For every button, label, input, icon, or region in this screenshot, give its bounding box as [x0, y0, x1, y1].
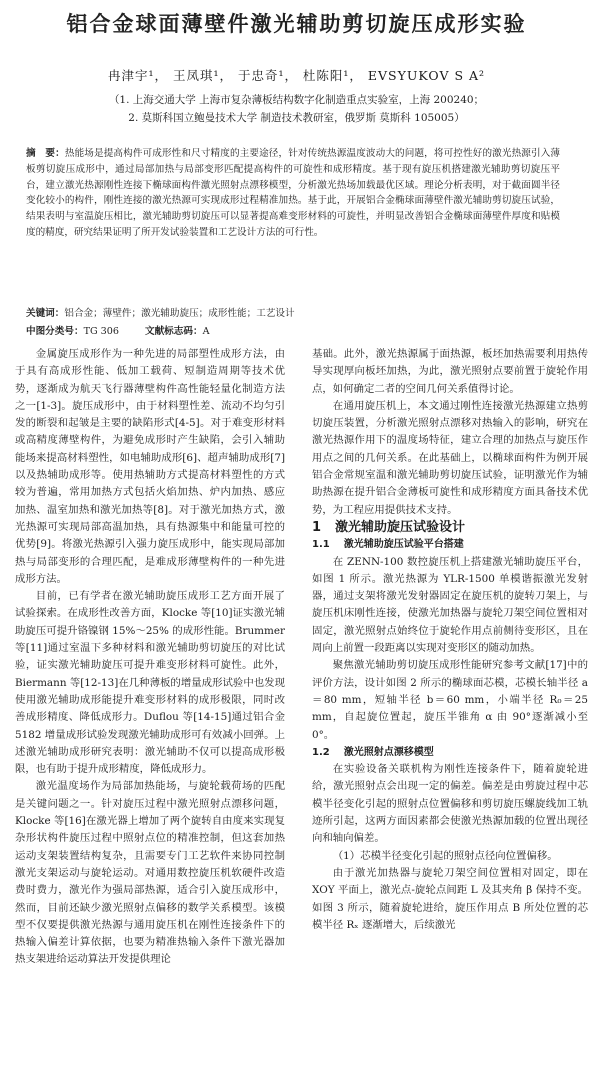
- body-paragraph: 聚焦激光辅助剪切旋压成形性能研究参考文献[17]中的评价方法，设计如图 2 所示的椭球面芯模，芯模长轴半径 a＝80 mm，短轴半径 b＝60 mm，小端半径 R₀＝25 mm，自起旋位置起，旋压半锥角 α 由 90°逐渐减小至 0°。: [312, 659, 588, 741]
- subsection-number: 1.1: [312, 539, 330, 551]
- body-paragraph: 在通用旋压机上，本文通过刚性连接激光热源建立热剪切旋压装置，分析激光照射点漂移对热输入的影响，研究在激光热源作用下的温度场特征，建立合理的加热点与旋压作用点之间的几何关系。在此基础上，以椭球面构件为例开展铝合金常规室温和激光辅助剪切旋压试验，证明激光作为辅助热源在提升铝合金薄板可旋性和成形精度方面具备技术优势，为工程应用提供技术支持。: [312, 399, 588, 516]
- section-heading: [312, 519, 588, 536]
- body-paragraph: 金属旋压成形作为一种先进的局部塑性成形方法，由于具有高成形性能、低加工载荷、短制造周期等技术优势，逐渐成为航天飞行器薄壁构件高性能轻量化制造方法之一[1-3]。旋压成形中，由于材料塑性差、流动不均匀引发的断裂和起皱是主要的缺陷形式[4-5]。对于难变形材料或高精度薄壁构件，为避免成形时产生缺陷，会引入辅助能场来提高材料塑性，如电辅助成形[6]、超声辅助成形[7]以及热辅助成形等。使用热辅助方式提高材料塑性的方式较为普遍，常用加热方式包括火焰加热、炉内加热、感应加热、温室加热和激光加热等[8]。对于激光加热方式，激光热源可实现局部高温加热，具有热源集中和能量可控的优势[9]。将激光热源引入强力旋压成形中，能实现局部加热与局部变形的合理匹配，是难成形薄壁构件的一种先进成形方法。: [15, 348, 285, 585]
- subsection-title: 激光辅助旋压试验平台搭建: [343, 539, 464, 551]
- affiliation-2: 2. 莫斯科国立鲍曼技术大学 制造技术教研室，俄罗斯 莫斯科 105005）: [128, 112, 465, 124]
- affiliation-1: （1. 上海交通大学 上海市复杂薄板结构数字化制造重点实验室，上海 200240；: [108, 94, 485, 106]
- subsection-number: 1.2: [312, 746, 330, 758]
- body-paragraph: 目前，已有学者在激光辅助旋压成形工艺方面开展了试验探索。在成形性改善方面，Klocke 等[10]证实激光辅助旋压可提升铬镍钢 15%～25% 的成形性能。Brummer 等[11]通过室温下多种材料和激光辅助剪切旋压的对比试验，证实激光辅助旋压可提升难变形材料可旋性。此外，Biermann 等[12-13]在几种薄板的增量成形试验中也发现使用激光辅助成形能提升难变形材料的成形极限，同时改善成形精度、降低成形力。Duflou 等[14-15]通过铝合金 5182 增量成形试验发现激光辅助成形可有效减小回弹。上述激光辅助成形研究表明：激光辅助不仅可以提高成形极限，也有助于提升成形精度，降低成形力。: [15, 590, 285, 776]
- abstract: [26, 146, 560, 241]
- left-column: [15, 346, 285, 969]
- doc-code-value: A: [202, 326, 210, 337]
- section-number: 1: [312, 519, 322, 535]
- section-title: 激光辅助旋压试验设计: [335, 519, 466, 535]
- subsection-title: 激光照射点漂移模型: [343, 746, 434, 758]
- paper-title: 铝合金球面薄壁件激光辅助剪切旋压成形实验: [66, 12, 527, 36]
- abstract-label: 摘 要：: [26, 148, 65, 159]
- abstract-text: 热能场是提高构件可成形性和尺寸精度的主要途径，针对传统热源温度波动大的问题，将可控性好的激光热源引入薄板剪切旋压成形中，通过局部加热与局部变形匹配提高构件的可旋性和成形精度。基于现有旋压机搭建激光辅助剪切旋压平台，建立激光热源刚性连接下椭球面构件激光照射点漂移模型，分析激光热场加载最优区域。理论分析表明，对于截面圆半径变化较小的构件，刚性连接的激光热源可实现成形过程精准加热。基于此，开展铝合金椭球面薄壁件激光辅助剪切旋压试验，结果表明与室温旋压相比，激光辅助剪切旋压可以显著提高难变形材料的可旋性，并明显改善铝合金椭球面薄壁件厚度和贴模度的精度，研究结果证明了所开发试验装置和工艺设计方法的可行性。: [26, 148, 561, 238]
- body-paragraph: 由于激光加热器与旋轮刀架空间位置相对固定，即在 XOY 平面上，激光点-旋轮点间距 L 及其夹角 β 保持不变。如图 3 所示，随着旋轮进给，旋压作用点 B 所处位置的芯模半径 Rₓ 逐渐增大，后续激光: [312, 866, 588, 931]
- body-paragraph: 在实验设备关联机构为刚性连接条件下，随着旋轮进给，激光照射点会出现一定的偏差。偏差是由剪旋过程中芯模半径变化引起的照射点位置偏移和剪切旋压螺旋线加工轨迹所引起，这两方面因素都会使激光热源加载的位置出现径向和轴向偏差。: [312, 763, 588, 845]
- body-paragraph: （1）芯模半径变化引起的照射点径向位置偏移。: [332, 849, 558, 862]
- subsection-heading: [312, 744, 588, 761]
- clc-label: 中图分类号：: [26, 326, 84, 337]
- keywords-text: 铝合金；薄壁件；激光辅助旋压；成形性能；工艺设计: [64, 308, 295, 319]
- author-list: 冉津宇¹， 王凤琪¹， 于忠奇¹， 杜陈阳¹， EVSYUKOV S A²: [107, 68, 486, 83]
- keywords: [26, 305, 560, 319]
- doc-code-label: 文献标志码：: [145, 326, 203, 337]
- keywords-label: 关键词：: [26, 308, 65, 319]
- subsection-heading: [312, 536, 588, 553]
- body-paragraph: 激光温度场作为局部加热能场，与旋轮载荷场的匹配是关键问题之一。针对旋压过程中激光照射点漂移问题，Klocke 等[16]在激光器上增加了两个旋转自由度来实现复杂形状构件旋压过程中照射点位的精准控制，但这套加热运动支架装置结构复杂，且需要专门工艺软件来协同控制激光支架运动与旋轮运动。对通用数控旋压机软硬件改造费时费力，激光作为强局部热源，适合引入旋压成形中，然而，目前还缺少激光照射点偏移的数学关系模型。该模型不仅要提供激光热源与通用旋压机在刚性连接条件下的热输入偏差计算依据，也要为精准热输入条件下激光器加热支架进给运动算法开发提供理论: [15, 780, 285, 966]
- body-paragraph: 基础。此外，激光热源属于面热源，板坯加热需要利用热传导实现厚向板坯加热，为此，激光照射点要前置于旋轮作用点，如何确定二者的空间几何关系值得讨论。: [312, 348, 588, 395]
- classification-line: [26, 323, 560, 337]
- body-paragraph: 在 ZENN-100 数控旋压机上搭建激光辅助旋压平台，如图 1 所示。激光热源为 YLR-1500 单模谐振激光发射器，通过支架将激光发射器固定在旋压机的旋转刀架上，与旋压机床刚性连接，使激光加热器与旋轮刀架空间位置相对固定，激光照射点始终位于旋轮作用点前侧待变形区，且在周向上前置一段距离以实现对变形区的随动加热。: [312, 555, 588, 655]
- clc-value: TG 306: [83, 326, 119, 337]
- right-column: [312, 346, 588, 934]
